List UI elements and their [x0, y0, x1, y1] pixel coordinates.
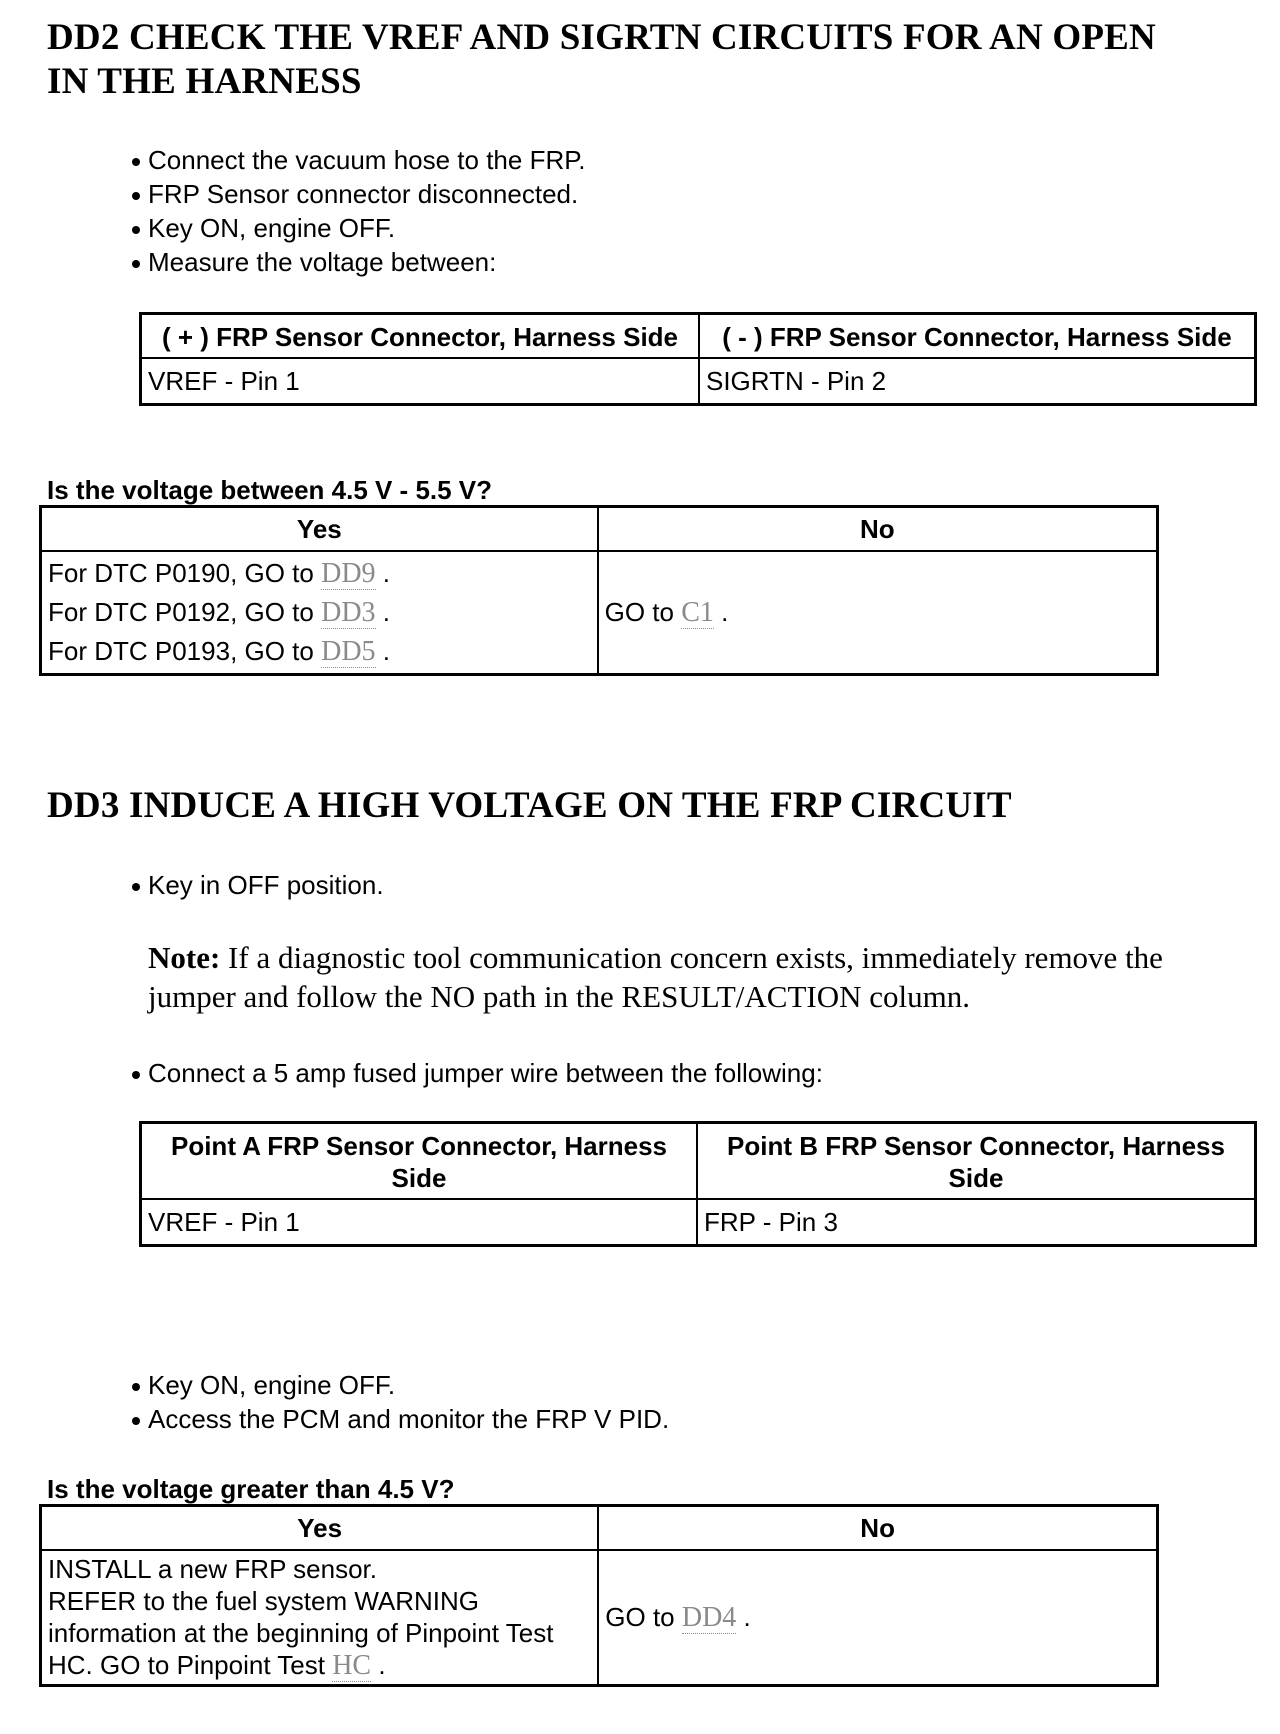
dd3-point-a-pin-cell: VREF - Pin 1	[141, 1199, 698, 1246]
dd2-yes-line	[48, 593, 591, 632]
dd3-yes-line: REFER to the fuel system WARNING	[48, 1586, 480, 1616]
table-row	[41, 551, 1158, 675]
dd2-yes-line	[48, 554, 591, 593]
dd3-no-header: No	[598, 1506, 1157, 1551]
dd3-heading-line: DD3 INDUCE A HIGH VOLTAGE ON THE FRP CIRCUIT	[47, 785, 1012, 826]
action-text: GO to	[604, 597, 682, 627]
table-row	[141, 358, 1256, 405]
table-header-row	[141, 1123, 1256, 1200]
action-text: HC. GO to Pinpoint Test	[48, 1650, 333, 1680]
dd2-positive-connector-header: ( + ) FRP Sensor Connector, Harness Side	[141, 314, 699, 359]
dd3-point-a-header: Point A FRP Sensor Connector, Harness Side	[141, 1123, 698, 1200]
dd2-yes-line	[48, 632, 591, 671]
dd3-steps-list-3	[128, 1368, 669, 1436]
dd3-heading	[47, 784, 1012, 828]
action-suffix: .	[736, 1602, 751, 1632]
dd3-note	[148, 938, 1248, 1016]
dd2-step: Key ON, engine OFF.	[128, 211, 585, 245]
dd2-heading	[47, 16, 1156, 104]
dd3-step: Key in OFF position.	[128, 868, 384, 902]
action-suffix: .	[371, 1650, 386, 1680]
dd3-steps-list-1	[128, 868, 384, 902]
dd2-result-table	[39, 505, 1159, 676]
dd3-step: Connect a 5 amp fused jumper wire between the following:	[128, 1056, 823, 1090]
note-text: If a diagnostic tool communication concern exists, immediately remove the jumper and follow the NO path in the RESULT/ACTION column.	[148, 940, 1163, 1014]
dd2-steps-list	[128, 143, 585, 279]
dd3-point-b-header: Point B FRP Sensor Connector, Harness Side	[697, 1123, 1256, 1200]
goto-dd3-link[interactable]: DD3	[321, 597, 376, 628]
dd2-step: Connect the vacuum hose to the FRP.	[128, 143, 585, 177]
dd3-yes-line: information at the beginning of Pinpoint Test	[48, 1618, 554, 1648]
dd3-jumper-table	[139, 1121, 1257, 1247]
action-suffix: .	[713, 597, 729, 627]
table-header-row	[141, 314, 1256, 359]
dd2-yes-action-cell	[41, 551, 598, 675]
dd3-question: Is the voltage greater than 4.5 V?	[47, 1474, 455, 1504]
table-row	[41, 1550, 1158, 1686]
table-header-row	[41, 1506, 1158, 1551]
action-suffix: .	[375, 636, 390, 666]
goto-c1-link[interactable]: C1	[681, 597, 714, 628]
dd3-steps-list-2	[128, 1056, 823, 1090]
action-text: For DTC P0190, GO to	[48, 558, 322, 588]
dd2-no-header: No	[598, 507, 1158, 552]
dd2-step: FRP Sensor connector disconnected.	[128, 177, 585, 211]
dd3-result-table	[39, 1504, 1159, 1687]
dd3-step: Access the PCM and monitor the FRP V PID.	[128, 1402, 669, 1436]
dd2-positive-pin-cell: VREF - Pin 1	[141, 358, 699, 405]
dd3-yes-action-cell	[41, 1550, 599, 1686]
dd3-yes-header: Yes	[41, 1506, 599, 1551]
dd2-step: Measure the voltage between:	[128, 245, 585, 279]
dd2-heading-line-2: IN THE HARNESS	[47, 61, 362, 102]
action-suffix: .	[375, 558, 390, 588]
note-label: Note:	[148, 940, 221, 975]
dd2-negative-pin-cell: SIGRTN - Pin 2	[699, 358, 1256, 405]
table-header-row	[41, 507, 1158, 552]
dd2-question: Is the voltage between 4.5 V - 5.5 V?	[47, 475, 493, 505]
action-text: For DTC P0192, GO to	[48, 597, 322, 627]
dd2-connector-table	[139, 312, 1257, 406]
dd2-heading-line-1: DD2 CHECK THE VREF AND SIGRTN CIRCUITS FOR AN OPEN	[47, 17, 1156, 58]
dd3-yes-line	[48, 1649, 591, 1682]
goto-dd4-link[interactable]: DD4	[681, 1602, 737, 1633]
table-row	[141, 1199, 1256, 1246]
dd2-yes-header: Yes	[41, 507, 598, 552]
dd3-step: Key ON, engine OFF.	[128, 1368, 669, 1402]
dd3-no-action-cell	[598, 1550, 1157, 1686]
dd3-point-b-pin-cell: FRP - Pin 3	[697, 1199, 1256, 1246]
goto-dd5-link[interactable]: DD5	[321, 636, 376, 667]
goto-hc-link[interactable]: HC	[332, 1650, 372, 1681]
dd2-negative-connector-header: ( - ) FRP Sensor Connector, Harness Side	[699, 314, 1256, 359]
action-suffix: .	[375, 597, 390, 627]
action-text: For DTC P0193, GO to	[48, 636, 322, 666]
dd2-no-action-cell	[598, 551, 1158, 675]
goto-dd9-link[interactable]: DD9	[321, 558, 376, 589]
action-text: GO to	[605, 1602, 682, 1632]
dd3-yes-line: INSTALL a new FRP sensor.	[48, 1554, 377, 1584]
